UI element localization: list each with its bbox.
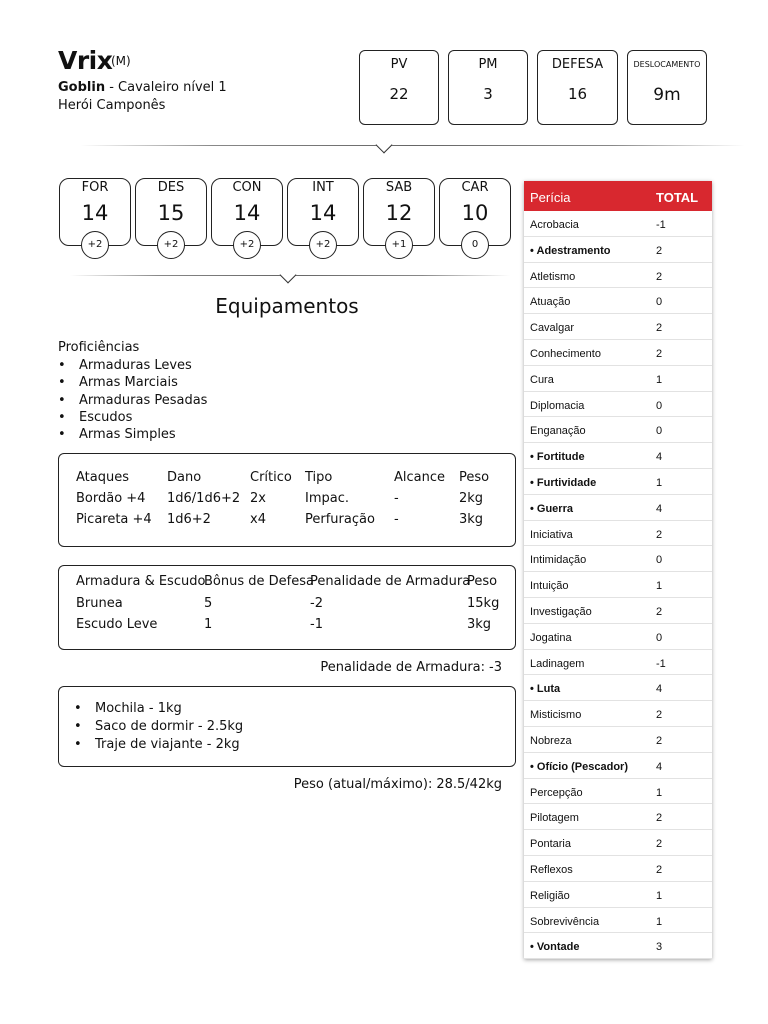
table-row [524, 779, 712, 805]
attribute-label: DES [157, 180, 185, 195]
skill-total: -1 [656, 657, 666, 670]
items-list [74, 700, 243, 754]
skill-name: Jogatina [530, 631, 572, 644]
skill-name: Reflexos [530, 863, 573, 876]
table-row [524, 753, 712, 779]
list-item: • Saco de dormir - 2.5kg [74, 718, 243, 736]
stat-box-deslocamento [627, 50, 707, 125]
armor-penalty-label: Penalidade de Armadura: [320, 660, 486, 675]
weight-label: Peso (atual/máximo): [293, 777, 433, 792]
table-row [524, 288, 712, 314]
stat-value: 9m [653, 85, 681, 105]
skill-total: 0 [656, 296, 663, 309]
skill-total: 2 [656, 734, 663, 747]
skill-name: Ladinagem [530, 657, 585, 670]
skill-total: 0 [656, 554, 663, 567]
armor-penalty-summary [320, 660, 502, 675]
stat-value: 16 [567, 85, 588, 103]
table-row [524, 598, 712, 624]
armor-header: Peso [467, 574, 498, 589]
table-row [524, 443, 712, 469]
skill-name: • Vontade [530, 941, 580, 954]
table-cell: - [394, 512, 399, 527]
table-row [524, 366, 712, 392]
attribute-label: INT [312, 180, 334, 195]
list-item: • Mochila - 1kg [74, 700, 243, 718]
table-cell: 2kg [459, 491, 484, 506]
table-row [524, 856, 712, 882]
proficiencies-list [58, 357, 207, 443]
skill-name: Investigação [530, 605, 592, 618]
skill-name: Pontaria [530, 838, 571, 851]
table-row [524, 572, 712, 598]
table-cell: Escudo Leve [76, 617, 158, 632]
attribute-label: CAR [461, 180, 489, 195]
skill-total: 4 [656, 683, 663, 696]
skill-name: Religião [530, 889, 570, 902]
skill-total: 1 [656, 373, 663, 386]
table-cell: 1d6+2 [167, 512, 211, 527]
proficiencies-title: Proficiências [58, 340, 140, 355]
table-cell: 2x [250, 491, 266, 506]
table-cell: 3kg [467, 617, 492, 632]
skill-name: Atuação [530, 296, 571, 309]
table-row [524, 624, 712, 650]
skills-table [524, 181, 712, 959]
list-item: • Traje de viajante - 2kg [74, 736, 243, 754]
attribute-label: FOR [81, 180, 109, 195]
table-row [524, 882, 712, 908]
attributes-divider-notch [280, 267, 297, 284]
attribute-value: 12 [385, 201, 413, 225]
skill-name: Cura [530, 373, 554, 386]
attacks-panel [58, 453, 516, 547]
skill-name: Acrobacia [530, 219, 579, 231]
character-sex: (M) [111, 54, 131, 68]
character-origin: Herói Camponês [58, 98, 166, 113]
attribute-value: 10 [461, 201, 489, 225]
weight-summary [294, 777, 502, 792]
skill-name: Misticismo [530, 709, 582, 722]
table-row [524, 340, 712, 366]
skills-header-total: TOTAL [656, 190, 699, 205]
skills-rows [524, 211, 712, 959]
stat-box-pv [359, 50, 439, 125]
skills-table-header [524, 181, 712, 211]
character-name: Vrix [58, 46, 113, 75]
list-item: • Armaduras Pesadas [58, 392, 207, 409]
attacks-header: Ataques [76, 470, 129, 485]
character-class: - Cavaleiro nível 1 [105, 80, 227, 95]
table-row [524, 469, 712, 495]
skill-total: 2 [656, 838, 663, 851]
table-row [524, 908, 712, 934]
header-divider-notch [376, 137, 393, 154]
attacks-header: Alcance [394, 470, 446, 485]
table-row [524, 701, 712, 727]
attribute-label: CON [232, 180, 262, 195]
armor-header: Bônus de Defesa [204, 574, 314, 589]
list-item: • Armaduras Leves [58, 357, 207, 374]
table-row [524, 727, 712, 753]
attribute-modifier: 0 [461, 231, 489, 259]
table-cell: Perfuração [305, 512, 375, 527]
list-item: • Armas Marciais [58, 374, 207, 391]
skill-name: Conhecimento [530, 347, 601, 360]
armor-panel [58, 565, 516, 650]
table-cell: 1d6/1d6+2 [167, 491, 241, 506]
skill-name: Iniciativa [530, 528, 573, 541]
skill-name: Enganação [530, 425, 586, 438]
skill-total: 2 [656, 812, 663, 825]
skill-total: 1 [656, 580, 663, 593]
attribute-value: 14 [81, 201, 109, 225]
table-row [524, 314, 712, 340]
skill-name: • Guerra [530, 502, 573, 515]
stat-value: 3 [483, 85, 493, 103]
attribute-value: 15 [157, 201, 185, 225]
attribute-value: 14 [233, 201, 261, 225]
skill-name: • Fortitude [530, 451, 585, 464]
table-row [524, 546, 712, 572]
list-item: • Escudos [58, 409, 207, 426]
table-row [524, 263, 712, 289]
table-cell: Picareta +4 [76, 512, 152, 527]
skills-header-name: Perícia [530, 190, 571, 205]
attribute-modifier: +2 [233, 231, 261, 259]
table-row [524, 675, 712, 701]
stat-label: DESLOCAMENTO [633, 60, 701, 69]
skill-total: 1 [656, 915, 663, 928]
skill-name: Intuição [530, 580, 569, 593]
character-race-class [58, 80, 227, 95]
skill-total: 4 [656, 451, 663, 464]
skill-total: 0 [656, 399, 663, 412]
table-cell: 1 [204, 617, 213, 632]
skill-name: Diplomacia [530, 399, 585, 412]
table-cell: 5 [204, 596, 213, 611]
skill-name: Intimidação [530, 554, 587, 567]
skill-name: Sobrevivência [530, 915, 600, 928]
skill-total: 2 [656, 322, 663, 335]
stat-label: PM [478, 57, 498, 72]
skill-total: 0 [656, 425, 663, 438]
table-row [524, 495, 712, 521]
table-row [524, 392, 712, 418]
armor-penalty-value: -3 [489, 660, 502, 675]
armor-header: Penalidade de Armadura [310, 574, 471, 589]
attacks-header: Tipo [305, 470, 333, 485]
table-cell: - [394, 491, 399, 506]
table-row [524, 211, 712, 237]
table-cell: Impac. [305, 491, 349, 506]
attribute-value: 14 [309, 201, 337, 225]
skill-total: 1 [656, 786, 663, 799]
skill-total: 2 [656, 605, 663, 618]
list-item: • Armas Simples [58, 426, 207, 443]
skill-name: • Furtividade [530, 476, 597, 489]
attribute-modifier: +2 [81, 231, 109, 259]
table-row [524, 237, 712, 263]
stat-box-defesa [537, 50, 618, 125]
equipment-title: Equipamentos [215, 294, 359, 318]
table-cell: Brunea [76, 596, 123, 611]
weight-value: 28.5/42kg [436, 777, 502, 792]
table-cell: -1 [310, 617, 323, 632]
table-cell: 3kg [459, 512, 484, 527]
skill-total: 2 [656, 347, 663, 360]
attribute-label: SAB [385, 180, 413, 195]
attacks-header: Peso [459, 470, 490, 485]
skill-total: 2 [656, 709, 663, 722]
skill-total: 4 [656, 502, 663, 515]
skill-total: 2 [656, 528, 663, 541]
table-cell: 15kg [467, 596, 500, 611]
skill-total: 3 [656, 941, 663, 954]
table-cell: Bordão +4 [76, 491, 146, 506]
skill-total: 1 [656, 476, 663, 489]
table-cell: -2 [310, 596, 323, 611]
skill-name: Nobreza [530, 734, 572, 747]
skill-total: 2 [656, 244, 663, 257]
attribute-modifier: +2 [309, 231, 337, 259]
table-row [524, 417, 712, 443]
stat-label: PV [390, 57, 408, 72]
skill-total: 2 [656, 270, 663, 283]
table-row [524, 804, 712, 830]
table-row [524, 933, 712, 959]
skill-total: 0 [656, 631, 663, 644]
skill-total: 2 [656, 863, 663, 876]
table-row [524, 830, 712, 856]
stat-box-pm [448, 50, 528, 125]
skill-total: -1 [656, 219, 666, 231]
attacks-header: Dano [167, 470, 202, 485]
skill-name: Cavalgar [530, 322, 575, 335]
character-race: Goblin [58, 80, 106, 95]
attribute-modifier: +2 [157, 231, 185, 259]
skill-name: Percepção [530, 786, 583, 799]
skill-name: • Ofício (Pescador) [530, 760, 628, 773]
attribute-modifier: +1 [385, 231, 413, 259]
header-divider [80, 145, 745, 146]
skill-total: 1 [656, 889, 663, 902]
attacks-header: Crítico [250, 470, 292, 485]
skill-total: 4 [656, 760, 663, 773]
table-row [524, 521, 712, 547]
table-row [524, 650, 712, 676]
stat-label: DEFESA [551, 57, 604, 72]
skill-name: • Luta [530, 683, 561, 696]
armor-header: Armadura & Escudo [76, 574, 206, 589]
table-cell: x4 [250, 512, 266, 527]
stat-value: 22 [389, 85, 409, 103]
skill-name: • Adestramento [530, 244, 611, 257]
skill-name: Atletismo [530, 270, 576, 283]
skill-name: Pilotagem [530, 812, 579, 825]
